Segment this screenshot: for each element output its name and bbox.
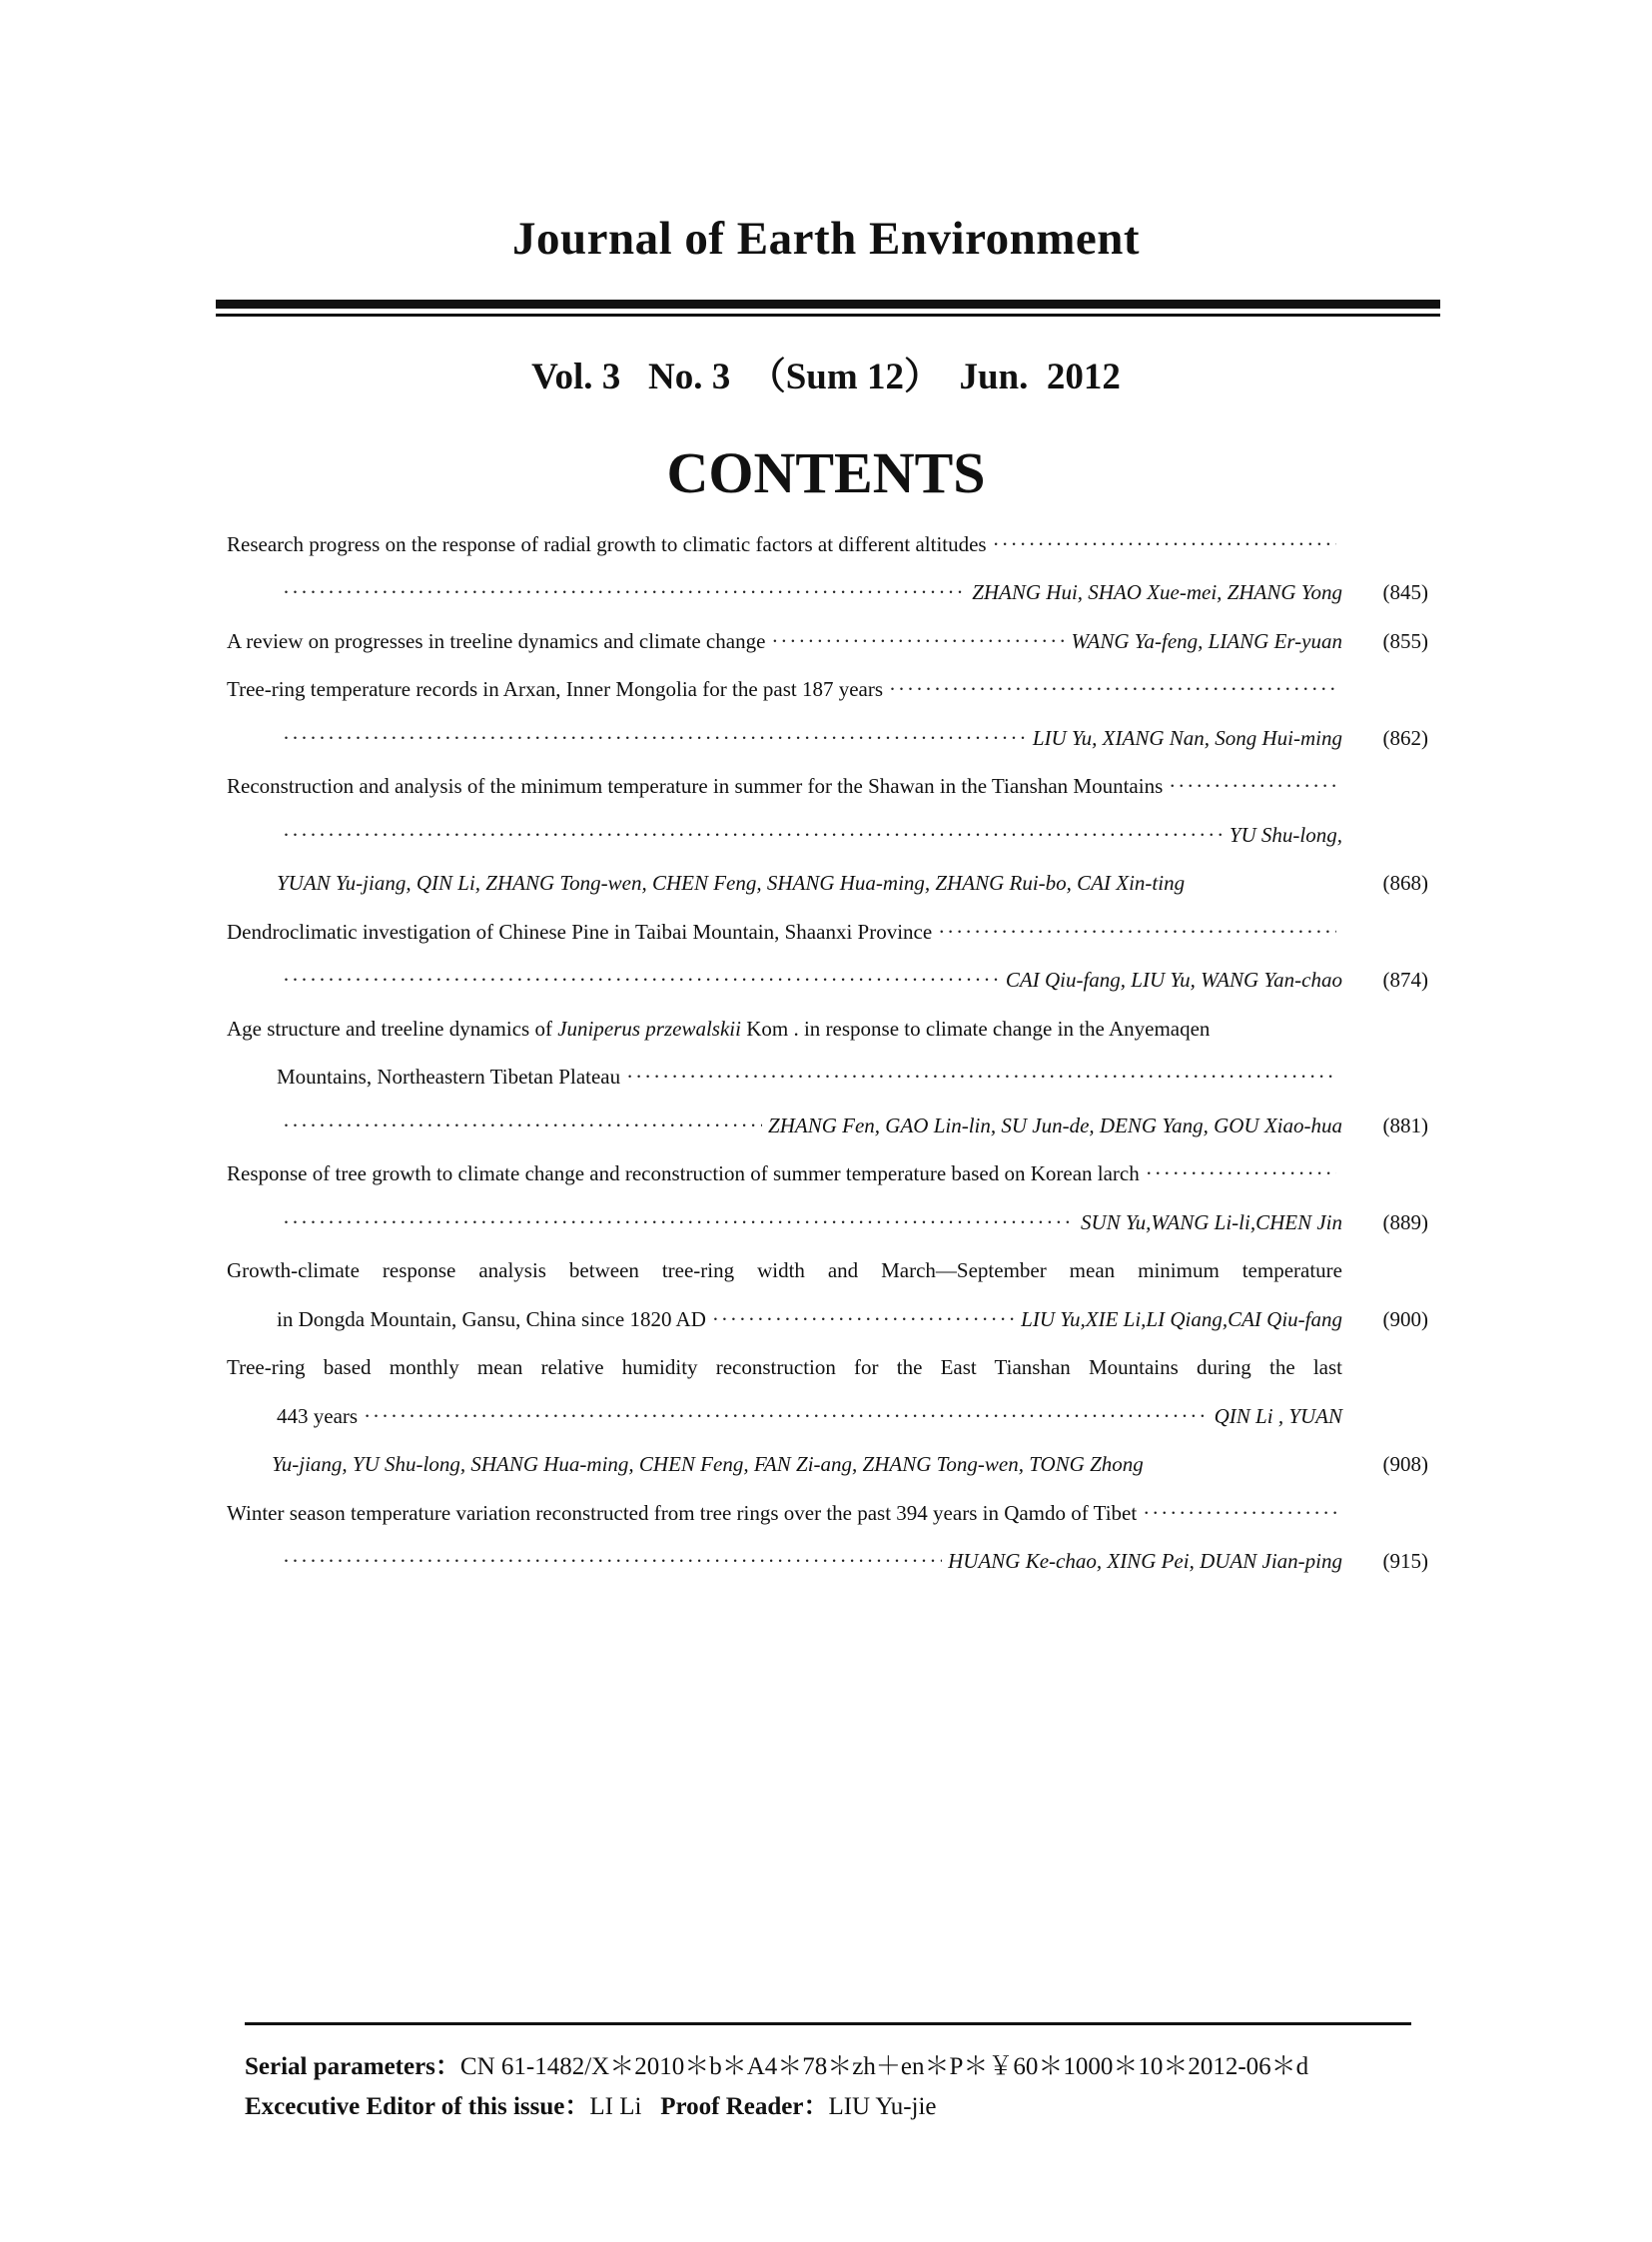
toc-entry-authors — [277, 965, 1342, 995]
leader-dots — [364, 1401, 1209, 1431]
toc-entry-title[interactable] — [227, 674, 1342, 704]
article-title: Response of tree growth to climate change and reconstruction of summer temperature based on Korean larch — [227, 1161, 1140, 1185]
contents-heading: CONTENTS — [666, 440, 986, 505]
page-number: (855) — [1382, 629, 1428, 653]
leader-dots — [283, 820, 1224, 850]
footer — [245, 2047, 1308, 2127]
toc-entry-title[interactable] — [227, 1498, 1342, 1528]
leader-dots — [626, 1062, 1336, 1092]
leader-dots — [1146, 1158, 1336, 1188]
issue-sum: （Sum 12） — [748, 357, 941, 397]
serial-parameters-value: CN 61-1482/X＊2010＊b＊A4＊78＊zh＋en＊P＊￥60＊1000＊10＊2012-06＊d — [459, 2053, 1309, 2080]
page-number: (868) — [1382, 871, 1428, 895]
article-title-part: Kom . in response to climate change in the Anyemaqen — [740, 1017, 1211, 1041]
footer-rule — [245, 2022, 1411, 2025]
issue-line — [0, 346, 1652, 399]
page-number: (845) — [1382, 580, 1428, 604]
leader-dots — [283, 1546, 942, 1576]
toc-entry-title[interactable]: Tree-ring based monthly mean relative humidity reconstruction for the East Tianshan Mountains during the last — [227, 1355, 1342, 1379]
toc-entry-title[interactable]: Growth-climate response analysis between tree-ring width and March—September mean minimum temperature — [227, 1258, 1342, 1282]
toc-entry-title[interactable] — [227, 771, 1342, 801]
leader-dots — [993, 529, 1336, 559]
toc-entry-authors-continued: YUAN Yu-jiang, QIN Li, ZHANG Tong-wen, CHEN Feng, SHANG Hua-ming, ZHANG Rui-bo, CAI Xin-ting — [277, 871, 1186, 895]
issue-number: No. 3 — [647, 357, 731, 397]
leader-dots — [712, 1304, 1015, 1334]
page-number: (889) — [1382, 1210, 1428, 1234]
toc-entry-title[interactable] — [227, 1014, 1342, 1044]
proof-reader-label: Proof Reader： — [660, 2093, 829, 2120]
article-authors: YU Shu-long, — [1229, 823, 1342, 847]
leader-dots — [889, 674, 1336, 704]
executive-editor-value: LI Li — [589, 2093, 642, 2120]
toc-entry-title-continued — [277, 1304, 1342, 1334]
article-authors: LIU Yu,XIE Li,LI Qiang,CAI Qiu-fang — [1021, 1307, 1342, 1331]
serial-parameters-label: Serial parameters： — [245, 2053, 460, 2080]
leader-dots — [1143, 1498, 1336, 1528]
issue-date: Jun. 2012 — [959, 357, 1121, 397]
article-title-line2: in Dongda Mountain, Gansu, China since 1820 AD — [277, 1307, 706, 1331]
article-title: Reconstruction and analysis of the minimum temperature in summer for the Shawan in the Tianshan Mountains — [227, 774, 1164, 798]
toc-entry-authors — [277, 820, 1342, 850]
article-title-part: Age structure and treeline dynamics of — [227, 1017, 558, 1041]
toc-entry-authors — [277, 577, 1342, 607]
issue-volume: Vol. 3 — [531, 357, 621, 397]
executive-editor-label: Excecutive Editor of this issue： — [245, 2093, 590, 2120]
toc-entry-title[interactable] — [227, 917, 1342, 947]
header-rule-thick — [216, 300, 1440, 309]
article-authors: ZHANG Fen, GAO Lin-lin, SU Jun-de, DENG Yang, GOU Xiao-hua — [768, 1114, 1342, 1137]
leader-dots — [283, 965, 1000, 995]
leader-dots — [1169, 771, 1336, 801]
article-authors: QIN Li , YUAN — [1214, 1404, 1342, 1428]
journal-title: Journal of Earth Environment — [511, 213, 1141, 265]
article-title-line2: 443 years — [277, 1404, 359, 1428]
article-authors: HUANG Ke-chao, XING Pei, DUAN Jian-ping — [948, 1549, 1342, 1573]
article-authors: WANG Ya-feng, LIANG Er-yuan — [1071, 629, 1342, 653]
article-authors: CAI Qiu-fang, LIU Yu, WANG Yan-chao — [1005, 968, 1342, 992]
toc-entry-title[interactable] — [227, 529, 1342, 559]
article-title: Dendroclimatic investigation of Chinese Pine in Taibai Mountain, Shaanxi Province — [227, 920, 933, 944]
leader-dots — [283, 577, 966, 607]
article-title-line2: Mountains, Northeastern Tibetan Plateau — [277, 1065, 621, 1089]
page-number: (900) — [1382, 1307, 1428, 1331]
article-title: Tree-ring temperature records in Arxan, Inner Mongolia for the past 187 years — [227, 677, 884, 701]
toc-entry-authors — [277, 1111, 1342, 1140]
proof-reader-value: LIU Yu-jie — [828, 2093, 937, 2120]
toc-entry-authors — [277, 1546, 1342, 1576]
article-authors: LIU Yu, XIANG Nan, Song Hui-ming — [1032, 726, 1342, 750]
serial-parameters-line — [245, 2047, 1308, 2087]
article-title: Winter season temperature variation reconstructed from tree rings over the past 394 years in Qamdo of Tibet — [227, 1501, 1138, 1525]
leader-dots — [283, 723, 1027, 753]
toc-entry-title-continued — [277, 1062, 1342, 1092]
header-rule-thin — [216, 314, 1440, 317]
leader-dots — [938, 917, 1336, 947]
article-authors: SUN Yu,WANG Li-li,CHEN Jin — [1080, 1210, 1342, 1234]
page-number: (862) — [1382, 726, 1428, 750]
toc-entry-authors-continued: Yu-jiang, YU Shu-long, SHANG Hua-ming, CHEN Feng, FAN Zi-ang, ZHANG Tong-wen, TONG Zhong — [272, 1452, 1144, 1476]
leader-dots — [283, 1207, 1075, 1237]
article-authors: ZHANG Hui, SHAO Xue-mei, ZHANG Yong — [972, 580, 1342, 604]
leader-dots — [283, 1111, 762, 1140]
toc-entry-title[interactable] — [227, 626, 1342, 656]
editor-line — [245, 2087, 1308, 2127]
toc-entry-title-continued — [277, 1401, 1342, 1431]
toc-entry-authors — [277, 1207, 1342, 1237]
leader-dots — [771, 626, 1065, 656]
toc-entry-title[interactable] — [227, 1158, 1342, 1188]
article-title: A review on progresses in treeline dynamics and climate change — [227, 629, 766, 653]
page-number: (908) — [1382, 1452, 1428, 1476]
article-title: Research progress on the response of radial growth to climatic factors at different altitudes — [227, 532, 987, 556]
toc-entry-authors — [277, 723, 1342, 753]
page-number: (915) — [1382, 1549, 1428, 1573]
page-number: (881) — [1382, 1114, 1428, 1137]
article-title-species: Juniperus przewalskii — [557, 1017, 741, 1041]
page-number: (874) — [1382, 968, 1428, 992]
